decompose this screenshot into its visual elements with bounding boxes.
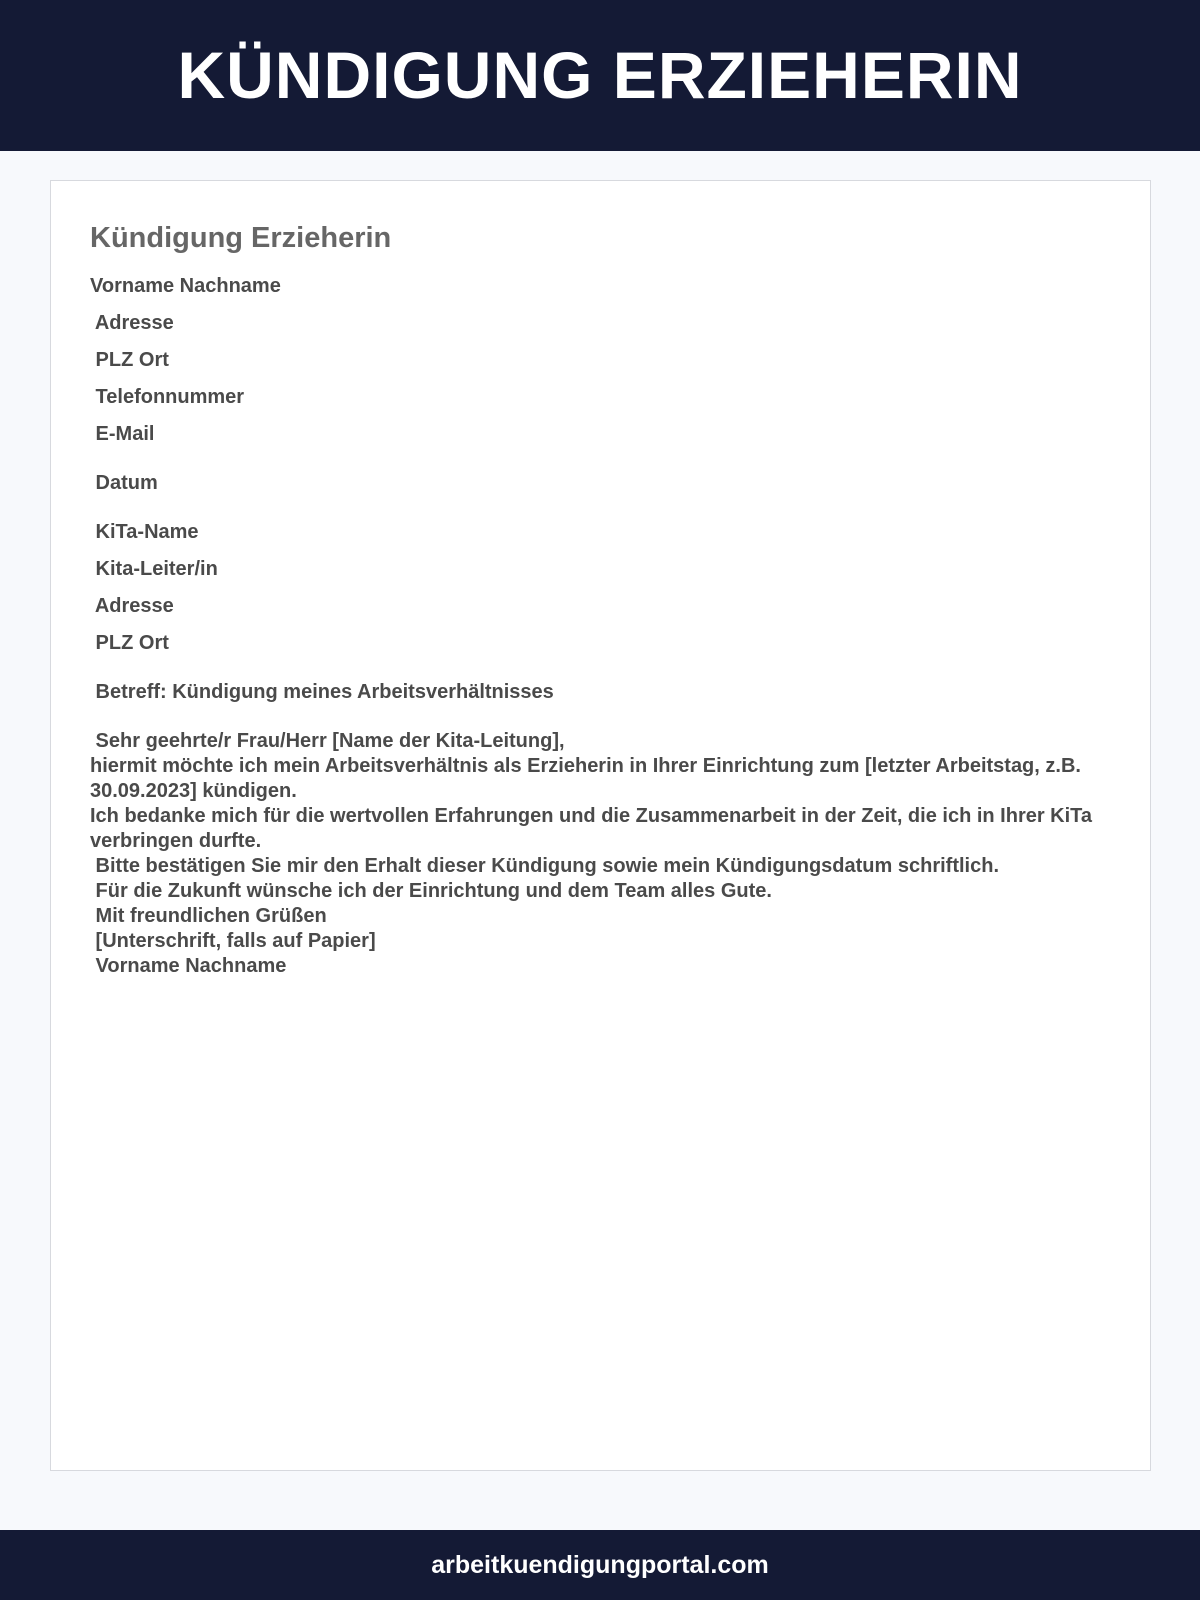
recipient-city: PLZ Ort xyxy=(90,632,169,654)
letter-paragraph-2: Ich bedanke mich für die wertvollen Erfahrungen und die Zusammenarbeit in der Zeit, die ich in Ihrer KiTa verbringen durfte. xyxy=(90,805,1098,852)
recipient-kita: KiTa-Name xyxy=(90,521,199,543)
document-title: Kündigung Erzieherin xyxy=(90,222,392,254)
letter-paragraph-3: Bitte bestätigen Sie mir den Erhalt dieser Kündigung sowie mein Kündigungsdatum schriftlich. xyxy=(90,855,999,877)
signature-placeholder: [Unterschrift, falls auf Papier] xyxy=(90,930,376,952)
letter-subject: Betreff: Kündigung meines Arbeitsverhältnisses xyxy=(90,681,554,703)
letter-salutation: Sehr geehrte/r Frau/Herr [Name der Kita-Leitung], xyxy=(90,730,565,752)
sender-address: Adresse xyxy=(90,312,174,334)
signature-name: Vorname Nachname xyxy=(90,955,287,977)
sender-phone: Telefonnummer xyxy=(90,386,245,408)
sender-name: Vorname Nachname xyxy=(90,275,281,297)
header-title: KÜNDIGUNG ERZIEHERIN xyxy=(177,37,1023,112)
letter-paragraph-1: hiermit möchte ich mein Arbeitsverhältnis als Erzieherin in Ihrer Einrichtung zum [letzter Arbeitstag, z.B. 30.09.2023] kündigen. xyxy=(90,755,1087,802)
sender-email: E-Mail xyxy=(90,423,155,445)
page-footer xyxy=(0,1530,1200,1600)
sender-city: PLZ Ort xyxy=(90,349,169,371)
recipient-address: Adresse xyxy=(90,595,174,617)
letter-date: Datum xyxy=(90,472,158,494)
footer-site-name: arbeitkuendigungportal.com xyxy=(431,1550,769,1579)
letter-paragraph-4: Für die Zukunft wünsche ich der Einrichtung und dem Team alles Gute. xyxy=(90,880,772,902)
recipient-leader: Kita-Leiter/in xyxy=(90,558,218,580)
page-header xyxy=(0,0,1200,151)
letter-card xyxy=(50,180,1151,1471)
letter-closing: Mit freundlichen Grüßen xyxy=(90,905,327,927)
